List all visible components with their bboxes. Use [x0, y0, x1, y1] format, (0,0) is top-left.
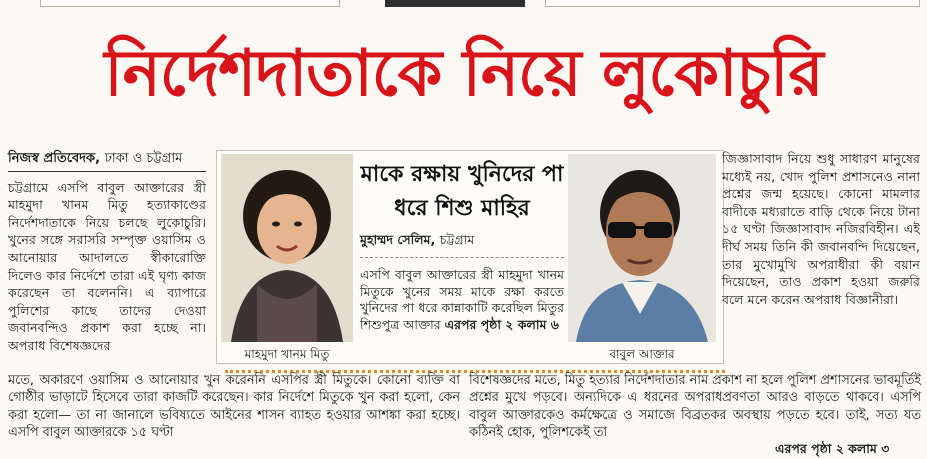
byline-name: নিজস্ব প্রতিবেদক, — [8, 151, 101, 166]
feature-body-text: এসপি বাবুল আক্তারের স্ত্রী মাহমুদা খানম মিতুকে খুনের সময় মাকে রক্ষা করতে খুনিদের পা ধরে কান্নাকাটি করেছিল মিতুর শিশুপুত্র আক্তার — [360, 267, 564, 332]
photo-mahmuda — [221, 154, 353, 342]
strip-photo — [385, 0, 525, 7]
bottom-left-text: মতে, অকারণে ওয়াসিম ও আনোয়ার খুন করেননি এসপির স্ত্রী মিতুকে। কোনো ব্যক্তি বা গোষ্ঠীর ভাড়াটে হিসেবে তারা কাজটি করেছেন। কার নির্দেশে মিতুকে খুন করা হলো, কেন করা হলো— তা না জানালে ভবিষ্যতে আইনের শাসন ব্যাহত হওয়ার আশঙ্কা করা হচ্ছে। এসপি বাবুল আক্তারকে ১৫ ঘণ্টা — [8, 373, 460, 441]
bottom-jump: এরপর পৃষ্ঠা ২ কলাম ৩ — [775, 441, 890, 456]
feature-byline — [360, 232, 564, 258]
strip-box-left — [40, 0, 340, 7]
caption-babul: বাবুল আক্তার — [609, 347, 675, 361]
feature-jump: এরপর পৃষ্ঠা ২ কলাম ৬ — [444, 316, 559, 332]
reporter-location: চট্টগ্রাম — [439, 232, 475, 247]
reporter-name: মুহাম্মদ সেলিম, — [360, 232, 436, 247]
feature-headline: মাকে রক্ষায় খুনিদের পা ধরে শিশু মাহির — [360, 162, 564, 221]
portrait-man-image — [568, 154, 716, 342]
bottom-right-text: বিশেষজ্ঞদের মতে, মিতু হত্যার নির্দেশদাতার নাম প্রকাশ না হলে পুলিশ প্রশাসনের ভাবমূর্তিই প্রশ্নের মুখে পড়বে। অন্যদিকে এ ধরনের অপরাধপ্রবণতা আরও বাড়তে থাকবে। এসপি বাবুল আক্তারকেও কর্মক্ষেত্রে ও সমাজে বিব্রতকর অবস্থায় পড়তে হবে। তাই, সত্য যত কঠিনই হোক, পুলিশকেই তা — [469, 373, 921, 440]
byline-location: ঢাকা ও চট্টগ্রাম — [104, 151, 183, 166]
right-column: জিজ্ঞাসাবাদ নিয়ে শুধু সাধারণ মানুষের মধ্যেই নয়, খোদ পুলিশ প্রশাসনেও নানা প্রশ্নের জন্ম হয়েছে। কোনো মামলার বাদীকে মধ্যরাতে বাড়ি থেকে নিয়ে টানা ১৫ ঘণ্টা জিজ্ঞাসাবাদ নজিরবিহীন। এই দীর্ঘ সময় তিনি কী জবানবন্দি দিয়েছেন, তার মুখোমুখি অপরাধীরা কী বয়ান দিয়েছেন, তাও প্রকাশ হওয়া জরুরি বলে মনে করেন অপরাধ বিজ্ঞানীরা। — [722, 151, 920, 307]
headline: নির্দেশদাতাকে নিয়ে লুকোচুরি — [104, 37, 823, 111]
photo-babul — [568, 154, 716, 342]
caption-mahmuda: মাহমুদা খানম মিতু — [244, 347, 330, 361]
strip-box-right — [545, 0, 920, 7]
left-column — [8, 150, 206, 355]
left-byline — [8, 150, 206, 172]
portrait-woman-image — [221, 154, 353, 342]
top-strip — [0, 0, 927, 9]
feature-body — [360, 267, 564, 333]
left-body: চট্টগ্রামে এসপি বাবুল আক্তারের স্ত্রী মাহমুদা খানম মিতু হত্যাকাণ্ডের নির্দেশদাতাকে নিয়ে চলছে লুকোচুরি। খুনের সঙ্গে সরাসরি সম্পৃক্ত ওয়াসিম ও আনোয়ার আদালতে স্বীকারোক্তি দিলেও কার নির্দেশে তারা এই ঘৃণ্য কাজ করেছেন তা বলেননি। এ ব্যাপারে পুলিশের কাছে তাদের দেওয়া জবানবন্দিও প্রকাশ করা হচ্ছে না। অপরাধ বিশেষজ্ঞদের — [8, 179, 206, 353]
